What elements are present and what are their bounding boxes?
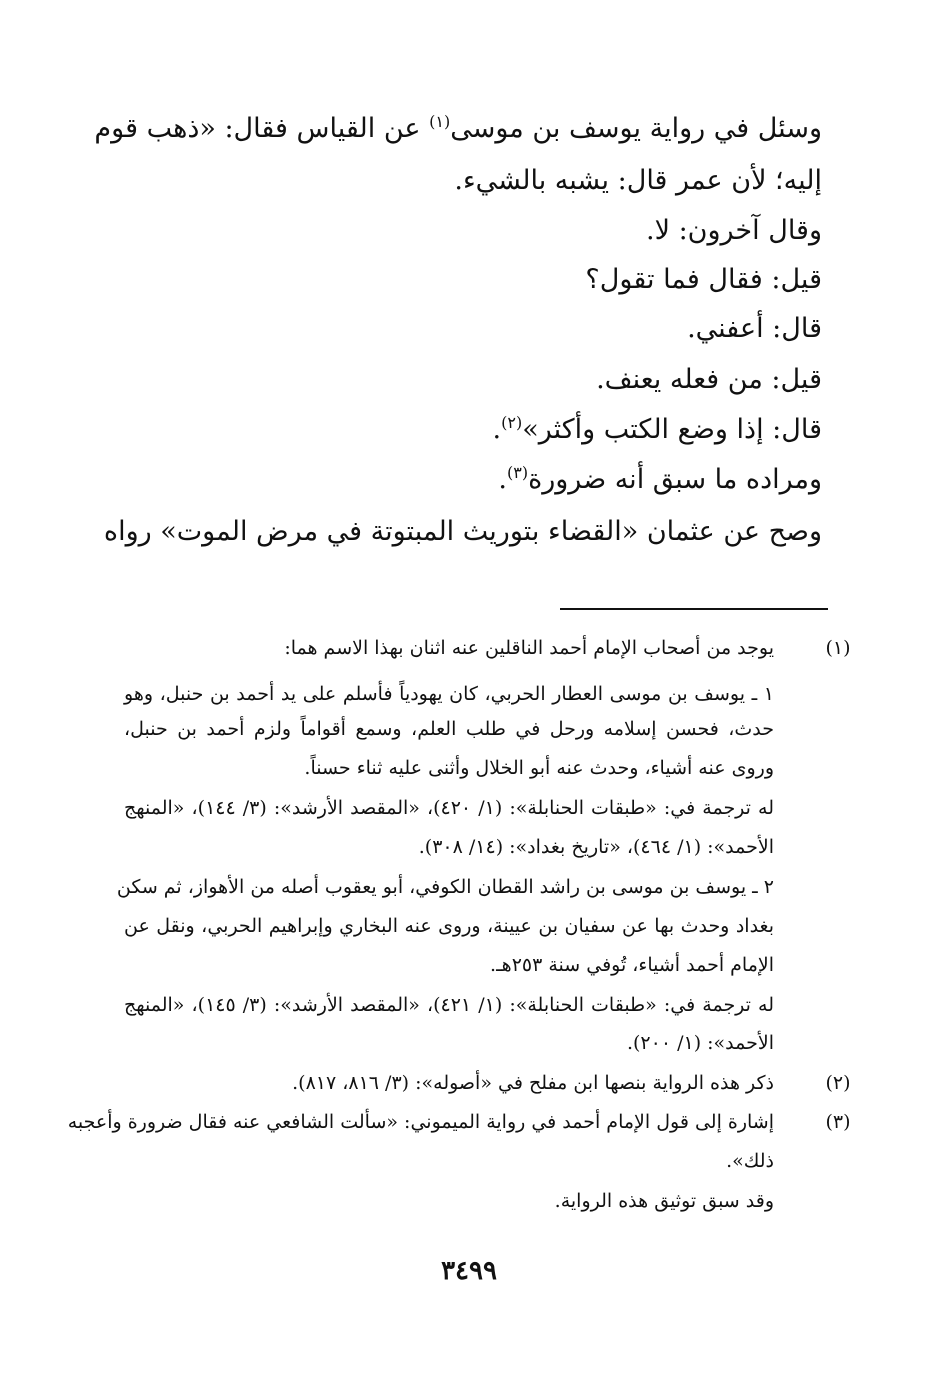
footnote-ref-2[interactable]: (٢) [501,413,523,432]
footnote-3-line-2: ذلك». [726,1150,774,1172]
footnote-1-line-11: الأحمد»: (١/ ٢٠٠). [626,1032,774,1054]
main-line-1-end: عن القياس فقال: «ذهب قوم [94,113,421,144]
main-line-8-text: ومراده ما سبق أنه ضرورة [528,464,822,495]
footnote-2-line-1: ذكر هذه الرواية بنصها ابن مفلح في «أصوله»: (٣/ ٨١٦، ٨١٧). [292,1072,774,1094]
main-line-9: وصح عن عثمان «القضاء بتوريث المبتوتة في مرض الموت» رواه [103,516,822,547]
page-number: ٣٤٩٩ [441,1256,497,1286]
footnote-divider [560,608,828,610]
footnote-ref-3[interactable]: (٣) [506,463,529,482]
main-line-3: وقال آخرون: لا. [646,215,822,246]
footnote-1-line-4: وروى عنه أشياء، وحدث عنه أبو الخلال وأثنى عليه ثناء حسناً. [304,757,774,779]
footnote-1-line-5: له ترجمة في: «طبقات الحنابلة»: (١/ ٤٢٠)، «المقصد الأرشد»: (٣/ ١٤٤)، «المنهج [124,797,774,819]
main-line-6: قيل: من فعله يعنف. [596,364,822,395]
footnote-ref-1[interactable]: (١) [429,112,451,131]
main-line-1 [94,112,822,146]
footnote-1-line-10: له ترجمة في: «طبقات الحنابلة»: (١/ ٤٢١)، «المقصد الأرشد»: (٣/ ١٤٥)، «المنهج [124,994,774,1016]
footnote-1-number: (١) [825,637,851,659]
footnote-3-number: (٣) [825,1111,851,1133]
footnote-2-number: (٢) [825,1072,851,1094]
main-line-7 [493,413,822,447]
footnote-1-line-6: الأحمد»: (١/ ٤٦٤)، «تاريخ بغداد»: (١٤/ ٣٠٨). [418,836,774,858]
main-line-1-start: وسئل في رواية يوسف بن موسى [450,113,822,144]
footnote-3-line-1: إشارة إلى قول الإمام أحمد في رواية الميموني: «سألت الشافعي عنه فقال ضرورة وأعجبه [67,1111,774,1133]
footnote-1-line-8: بغداد وحدث بها عن سفيان بن عيينة، وروى عنه البخاري وإبراهيم الحربي، ونقل عن [124,915,774,937]
footnote-1-line-9: الإمام أحمد أشياء، تُوفي سنة ٢٥٣هـ. [490,954,774,976]
footnote-1-line-1: يوجد من أصحاب الإمام أحمد الناقلين عنه اثنان بهذا الاسم هما: [284,637,774,659]
main-line-2: إليه؛ لأن عمر قال: يشبه بالشيء. [454,165,822,196]
footnote-1-line-7: ٢ ـ يوسف بن موسى بن راشد القطان الكوفي، أبو يعقوب أصله من الأهواز، ثم سكن [116,876,774,898]
main-line-8-period: . [498,464,507,495]
main-line-8 [498,463,822,497]
footnote-3-line-3: وقد سبق توثيق هذه الرواية. [554,1190,774,1212]
main-line-4: قيل: فقال فما تقول؟ [585,264,822,295]
footnote-1-line-2: ١ ـ يوسف بن موسى العطار الحربي، كان يهودياً فأسلم على يد أحمد بن حنبل، وهو [124,683,774,705]
main-line-5: قال: أعفني. [687,313,822,344]
main-line-7-text: قال: إذا وضع الكتب وأكثر» [522,414,822,445]
footnote-1-line-3: حدث، فحسن إسلامه ورحل في طلب العلم، وسمع أقواماً ولزم أحمد بن حنبل، [124,718,774,740]
main-line-7-period: . [492,414,502,445]
